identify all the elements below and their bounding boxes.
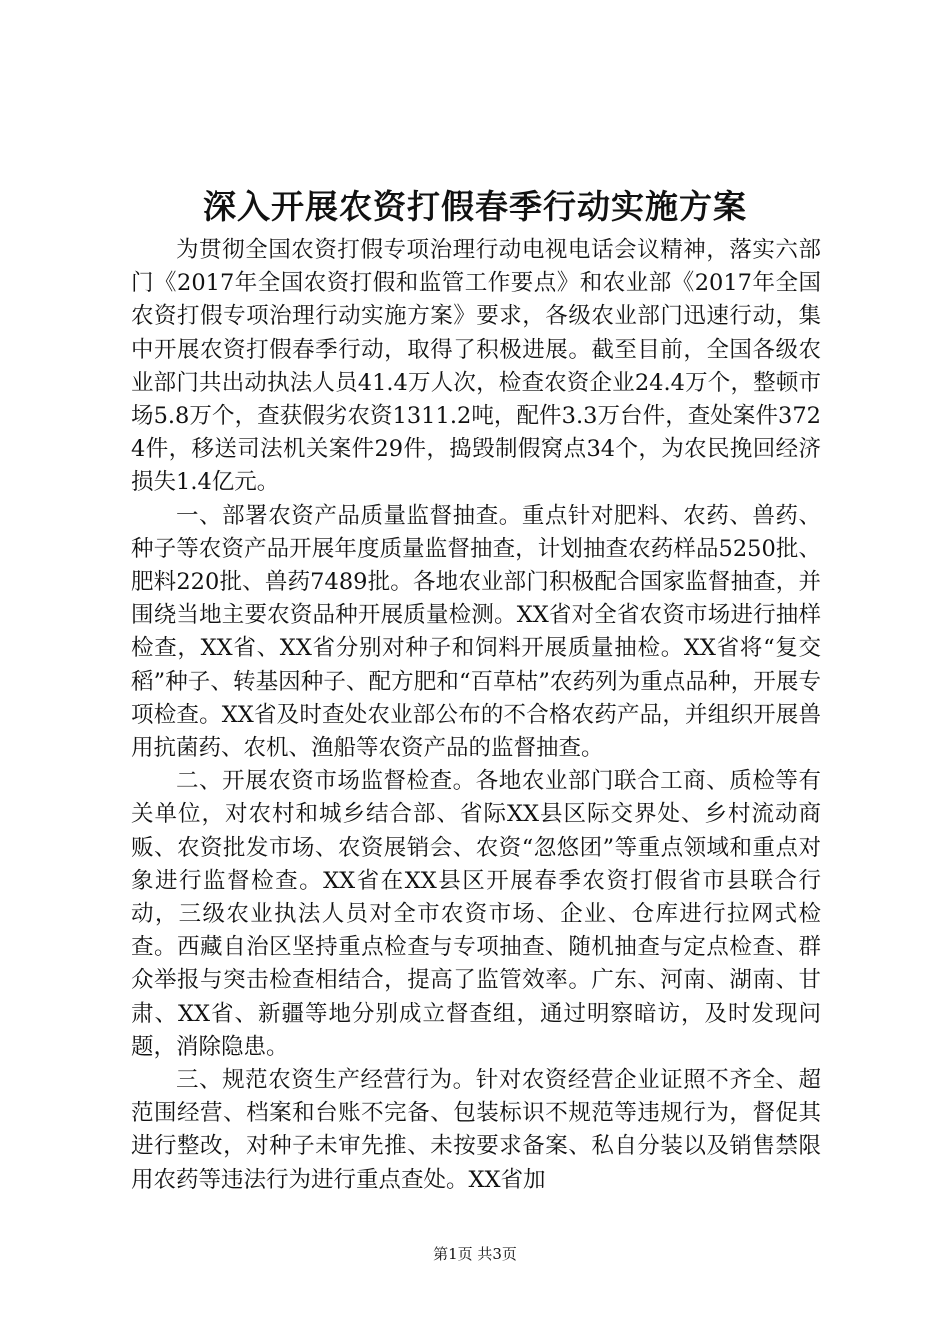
section-two-paragraph: 二、开展农资市场监督检查。各地农业部门联合工商、质检等有关单位，对农村和城乡结合部、省际XX县区际交界处、乡村流动商贩、农资批发市场、农资展销会、农资“忽悠团”等重点领域和重点对象进行监督检查。XX省在XX县区开展春季农资打假省市县联合行动，三级农业执法人员对全市农资市场、企业、仓库进行拉网式检查。西藏自治区坚持重点检查与专项抽查、随机抽查与定点检查、群众举报与突击检查相结合，提高了监管效率。广东、河南、湖南、甘肃、XX省、新疆等地分别成立督查组，通过明察暗访，及时发现问题，消除隐患。 bbox=[131, 768, 821, 1060]
section-three-paragraph: 三、规范农资生产经营行为。针对农资经营企业证照不齐全、超范围经营、档案和台账不完备、包装标识不规范等违规行为，督促其进行整改，对种子未审先推、未按要求备案、私自分装以及销售禁限用农药等违法行为进行重点查处。XX省加 bbox=[131, 1067, 821, 1193]
intro-paragraph: 为贯彻全国农资打假专项治理行动电视电话会议精神，落实六部门《2017年全国农资打假和监管工作要点》和农业部《2017年全国农资打假专项治理行动实施方案》要求，各级农业部门迅速行动，集中开展农资打假春季行动，取得了积极进展。截至目前，全国各级农业部门共出动执法人员41.4万人次，检查农资企业24.4万个，整顿市场5.8万个，查获假劣农资1311.2吨，配件3.3万台件，查处案件3724件，移送司法机关案件29件，捣毁制假窝点34个，为农民挽回经济损失1.4亿元。 bbox=[131, 237, 821, 496]
document-title: 深入开展农资打假春季行动实施方案 bbox=[203, 187, 747, 226]
section-one-paragraph: 一、部署农资产品质量监督抽查。重点针对肥料、农药、兽药、种子等农资产品开展年度质量监督抽查，计划抽查农药样品5250批、肥料220批、兽药7489批。各地农业部门积极配合国家监督抽查，并围绕当地主要农资品种开展质量检测。XX省对全省农资市场进行抽样检查，XX省、XX省分别对种子和饲料开展质量抽检。XX省将“复交稻”种子、转基因种子、配方肥和“百草枯”农药列为重点品种，开展专项检查。XX省及时查处农业部公布的不合格农药产品，并组织开展兽用抗菌药、农机、渔船等农资产品的监督抽查。 bbox=[131, 502, 821, 762]
document-body bbox=[131, 234, 821, 1197]
page-number-footer: 第1页 共3页 bbox=[433, 1245, 517, 1263]
